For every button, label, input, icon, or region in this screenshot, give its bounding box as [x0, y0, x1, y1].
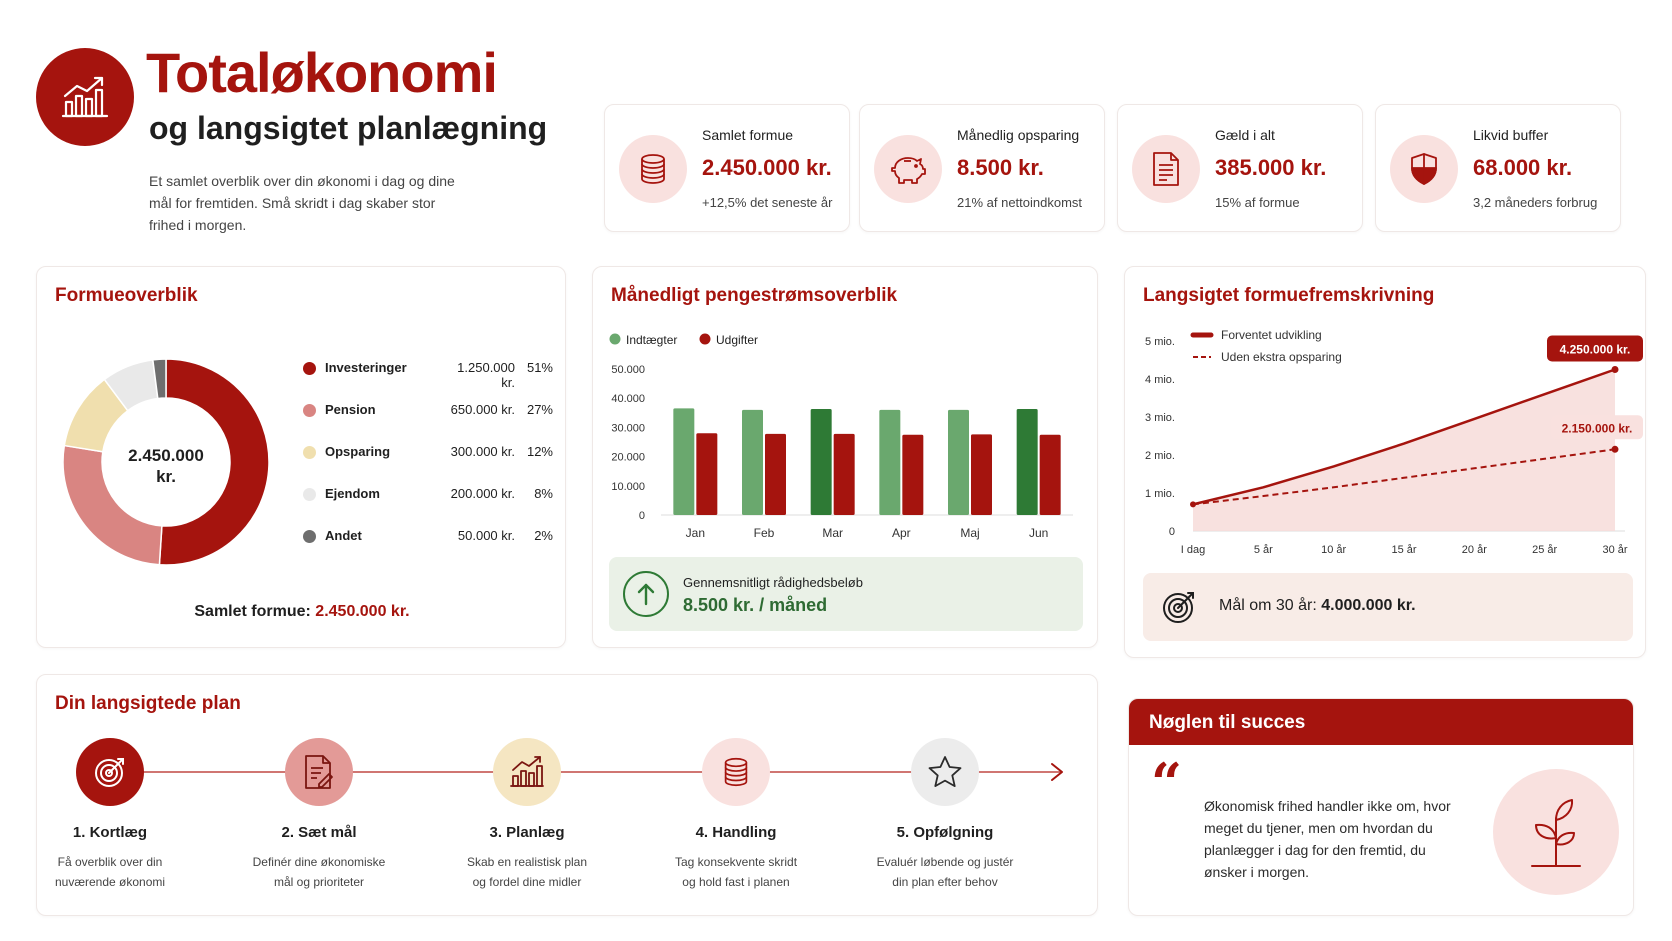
legend-pct: 27% — [526, 402, 553, 417]
x-tick-label: Mar — [822, 526, 844, 540]
step-title: 2. Sæt mål — [281, 824, 357, 841]
wealth-total-value: 2.450.000 kr. — [315, 603, 410, 620]
legend-amount: 650.000 kr. — [450, 402, 515, 417]
legend-amount: 200.000 kr. — [450, 486, 515, 501]
kpi-sub: 3,2 måneders forbrug — [1473, 195, 1598, 210]
legend-amount: 300.000 kr. — [450, 444, 515, 459]
donut-center-value: 2.450.000 — [128, 446, 204, 465]
y-tick-label: 0 — [1168, 526, 1175, 538]
goal-value: 4.000.000 kr. — [1321, 597, 1416, 614]
kpi-label: Samlet formue — [702, 127, 794, 143]
goal-label: Mål om 30 år: — [1219, 597, 1317, 614]
kpi-label: Gæld i alt — [1215, 127, 1275, 143]
success-header — [1129, 699, 1634, 745]
wealth-title: Formueoverblik — [55, 285, 198, 306]
y-tick-label: 2 mio. — [1145, 450, 1175, 462]
x-tick-label: 5 år — [1253, 544, 1273, 556]
x-tick-label: Jun — [1028, 526, 1049, 540]
legend-pct: 8% — [534, 486, 553, 501]
x-tick-label: I dag — [1180, 544, 1206, 556]
legend-amount: 1.250.000 kr. — [457, 360, 515, 390]
step-title: 4. Handling — [695, 824, 777, 841]
step-desc: Definér dine økonomiske mål og prioriteter — [252, 855, 386, 889]
y-tick-label: 3 mio. — [1145, 412, 1175, 424]
x-tick-label: 10 år — [1321, 544, 1347, 556]
cashflow-title: Månedligt pengestrømsoverblik — [611, 285, 898, 306]
kpi-sub: +12,5% det seneste år — [702, 195, 833, 210]
y-tick-label: 0 — [638, 510, 645, 522]
growth-chart-icon — [493, 738, 561, 806]
quote-icon: “ — [1151, 751, 1183, 815]
y-tick-label: 5 mio. — [1145, 336, 1175, 348]
legend-pct: 2% — [534, 528, 553, 543]
legend-name: Pension — [325, 402, 376, 417]
legend-label: Uden ekstra opsparing — [1221, 350, 1342, 364]
y-tick-label: 40.000 — [611, 393, 645, 406]
donut-center-unit: kr. — [156, 467, 176, 486]
page-title: Totaløkonomi — [146, 41, 497, 104]
success-card — [1128, 698, 1634, 916]
y-tick-label: 30.000 — [611, 422, 645, 435]
legend-label: Forventet udvikling — [1221, 328, 1322, 342]
kpi-value: 8.500 kr. — [957, 155, 1044, 180]
summary-label: Gennemsnitligt rådighedsbeløb — [683, 575, 863, 590]
x-tick-label: Maj — [960, 526, 980, 540]
legend-label: Udgifter — [716, 333, 759, 347]
step-desc: Tag konsekvente skridt og hold fast i planen — [674, 855, 798, 889]
kpi-value: 68.000 kr. — [1473, 155, 1573, 180]
star-icon — [911, 738, 979, 806]
page-subtitle: og langsigtet planlægning — [149, 110, 548, 146]
legend-label: Indtægter — [626, 333, 678, 347]
x-tick-label: 30 år — [1602, 544, 1628, 556]
step-title: 1. Kortlæg — [72, 824, 148, 841]
y-tick-label: 10.000 — [611, 480, 645, 493]
kpi-value: 2.450.000 kr. — [702, 155, 832, 180]
legend-amount: 50.000 kr. — [457, 528, 515, 543]
success-title: Nøglen til succes — [1149, 712, 1306, 733]
plan-title: Din langsigtede plan — [55, 693, 241, 714]
y-tick-label: 1 mio. — [1145, 488, 1175, 500]
legend-name: Ejendom — [325, 486, 380, 501]
step-desc: Skab en realistisk plan og fordel dine midler — [466, 855, 588, 889]
plant-icon — [1493, 769, 1619, 895]
summary-value: 8.500 kr. / måned — [683, 595, 828, 615]
kpi-label: Likvid buffer — [1473, 127, 1549, 143]
step-desc: Få overblik over din nuværende økonomi — [54, 855, 166, 889]
x-tick-label: 20 år — [1461, 544, 1487, 556]
legend-pct: 51% — [526, 360, 553, 375]
wealth-total-label: Samlet formue: — [194, 603, 311, 620]
y-tick-label: 4 mio. — [1145, 374, 1175, 386]
callout-low: 2.150.000 kr. — [1561, 421, 1633, 436]
kpi-value: 385.000 kr. — [1215, 155, 1327, 180]
legend-name: Investeringer — [325, 360, 407, 375]
y-tick-label: 20.000 — [611, 451, 645, 464]
intro-text: Et samlet overblik over din økonomi i dag og dine mål for fremtiden. Små skridt i dag skaber stor frihed i morgen. — [149, 173, 455, 233]
kpi-label: Månedlig opsparing — [957, 127, 1080, 143]
kpi-sub: 21% af nettoindkomst — [957, 195, 1083, 210]
x-tick-label: 25 år — [1532, 544, 1558, 556]
document-edit-icon — [285, 738, 353, 806]
x-tick-label: Apr — [891, 526, 911, 540]
legend-name: Opsparing — [325, 444, 391, 459]
step-title: 3. Planlæg — [489, 824, 565, 841]
y-tick-label: 50.000 — [611, 364, 645, 376]
x-tick-label: Feb — [753, 526, 775, 540]
step-desc: Evaluér løbende og justér din plan efter behov — [876, 855, 1014, 889]
target-icon — [76, 738, 144, 806]
success-quote: Økonomisk frihed handler ikke om, hvor meget du tjener, men om hvordan du planlægger i dag for den fremtid, du ønsker i morgen. — [1204, 798, 1451, 880]
projection-title: Langsigtet formuefremskrivning — [1143, 285, 1435, 306]
coins-icon — [702, 738, 770, 806]
callout-high: 4.250.000 kr. — [1559, 342, 1631, 357]
kpi-sub: 15% af formue — [1215, 195, 1300, 210]
x-tick-label: 15 år — [1391, 544, 1417, 556]
legend-name: Andet — [325, 528, 362, 543]
step-title: 5. Opfølgning — [896, 824, 994, 841]
x-tick-label: Jan — [685, 526, 706, 540]
legend-pct: 12% — [526, 444, 553, 459]
